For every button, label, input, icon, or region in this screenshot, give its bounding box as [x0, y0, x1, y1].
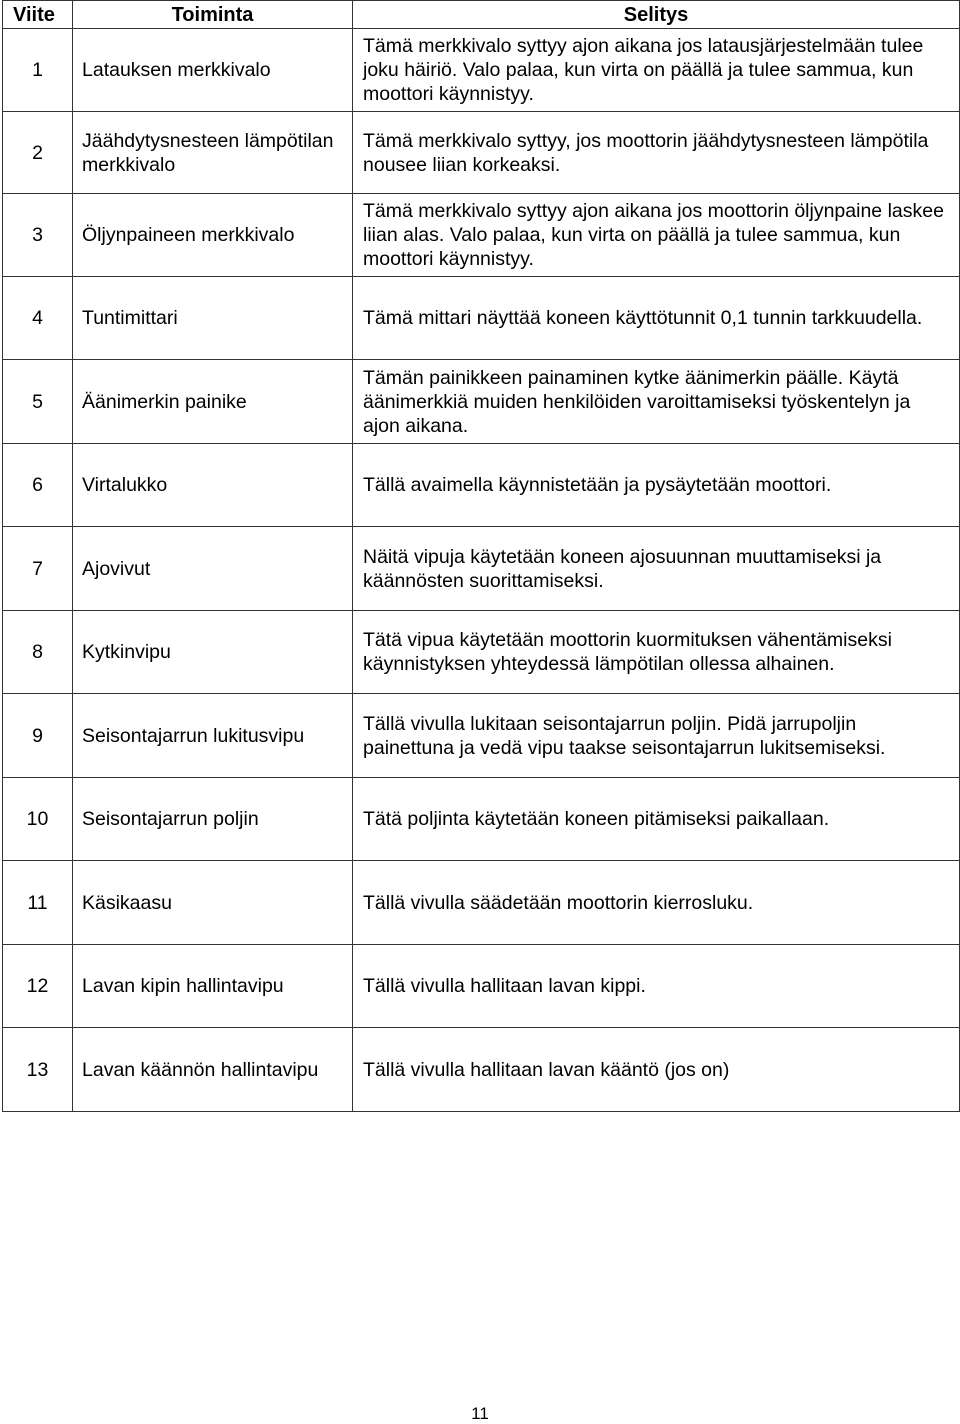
row-ref: 4 — [3, 277, 73, 360]
table-row — [3, 694, 960, 778]
table-row — [3, 611, 960, 694]
table-row — [3, 945, 960, 1028]
row-function: Lavan kipin hallintavipu — [73, 945, 353, 1028]
table-row — [3, 444, 960, 527]
row-description: Tämä merkkivalo syttyy ajon aikana jos latausjärjestelmään tulee joku häiriö. Valo palaa, kun virta on päällä ja tulee sammua, kun moottori käynnistyy. — [353, 29, 960, 112]
row-function: Jäähdytysnesteen lämpötilan merkkivalo — [73, 112, 353, 194]
row-function: Lavan käännön hallintavipu — [73, 1028, 353, 1112]
row-description: Tämä merkkivalo syttyy ajon aikana jos moottorin öljynpaine laskee liian alas. Valo palaa, kun virta on päällä ja tulee sammua, kun moottori käynnistyy. — [353, 194, 960, 277]
table-row — [3, 194, 960, 277]
row-description: Tällä vivulla hallitaan lavan kääntö (jos on) — [353, 1028, 960, 1112]
row-description: Tällä avaimella käynnistetään ja pysäytetään moottori. — [353, 444, 960, 527]
row-ref: 2 — [3, 112, 73, 194]
row-function: Latauksen merkkivalo — [73, 29, 353, 112]
table-row — [3, 1028, 960, 1112]
row-function: Seisontajarrun poljin — [73, 778, 353, 861]
row-ref: 13 — [3, 1028, 73, 1112]
table-row — [3, 360, 960, 444]
controls-table — [2, 0, 960, 1112]
row-ref: 1 — [3, 29, 73, 112]
row-description: Tämä mittari näyttää koneen käyttötunnit 0,1 tunnin tarkkuudella. — [353, 277, 960, 360]
table-row — [3, 29, 960, 112]
header-function: Toiminta — [73, 1, 353, 29]
table-row — [3, 778, 960, 861]
page-number: 11 — [471, 1404, 489, 1423]
table-row — [3, 277, 960, 360]
table-row — [3, 112, 960, 194]
row-function: Ajovivut — [73, 527, 353, 611]
row-ref: 9 — [3, 694, 73, 778]
row-function: Äänimerkin painike — [73, 360, 353, 444]
row-ref: 6 — [3, 444, 73, 527]
row-ref: 8 — [3, 611, 73, 694]
row-ref: 3 — [3, 194, 73, 277]
row-description: Näitä vipuja käytetään koneen ajosuunnan muuttamiseksi ja käännösten suorittamiseksi. — [353, 527, 960, 611]
row-function: Seisontajarrun lukitusvipu — [73, 694, 353, 778]
row-ref: 12 — [3, 945, 73, 1028]
row-description: Tällä vivulla säädetään moottorin kierrosluku. — [353, 861, 960, 945]
row-description: Tämä merkkivalo syttyy, jos moottorin jäähdytysnesteen lämpötila nousee liian korkeaksi. — [353, 112, 960, 194]
row-description: Tätä poljinta käytetään koneen pitämiseksi paikallaan. — [353, 778, 960, 861]
row-function: Kytkinvipu — [73, 611, 353, 694]
row-function: Tuntimittari — [73, 277, 353, 360]
row-ref: 5 — [3, 360, 73, 444]
row-function: Öljynpaineen merkkivalo — [73, 194, 353, 277]
row-ref: 7 — [3, 527, 73, 611]
header-ref: Viite — [3, 1, 73, 29]
row-ref: 11 — [3, 861, 73, 945]
table-row — [3, 527, 960, 611]
row-description: Tätä vipua käytetään moottorin kuormituksen vähentämiseksi käynnistyksen yhteydessä lämpötilan ollessa alhainen. — [353, 611, 960, 694]
row-description: Tämän painikkeen painaminen kytke äänimerkin päälle. Käytä äänimerkkiä muiden henkilöiden varoittamiseksi työskentelyn ja ajon aikana. — [353, 360, 960, 444]
table-header-row — [3, 1, 960, 29]
row-function: Käsikaasu — [73, 861, 353, 945]
table-row — [3, 861, 960, 945]
row-description: Tällä vivulla hallitaan lavan kippi. — [353, 945, 960, 1028]
header-description: Selitys — [353, 1, 960, 29]
row-description: Tällä vivulla lukitaan seisontajarrun poljin. Pidä jarrupoljin painettuna ja vedä vipu taakse seisontajarrun lukitsemiseksi. — [353, 694, 960, 778]
row-ref: 10 — [3, 778, 73, 861]
row-function: Virtalukko — [73, 444, 353, 527]
